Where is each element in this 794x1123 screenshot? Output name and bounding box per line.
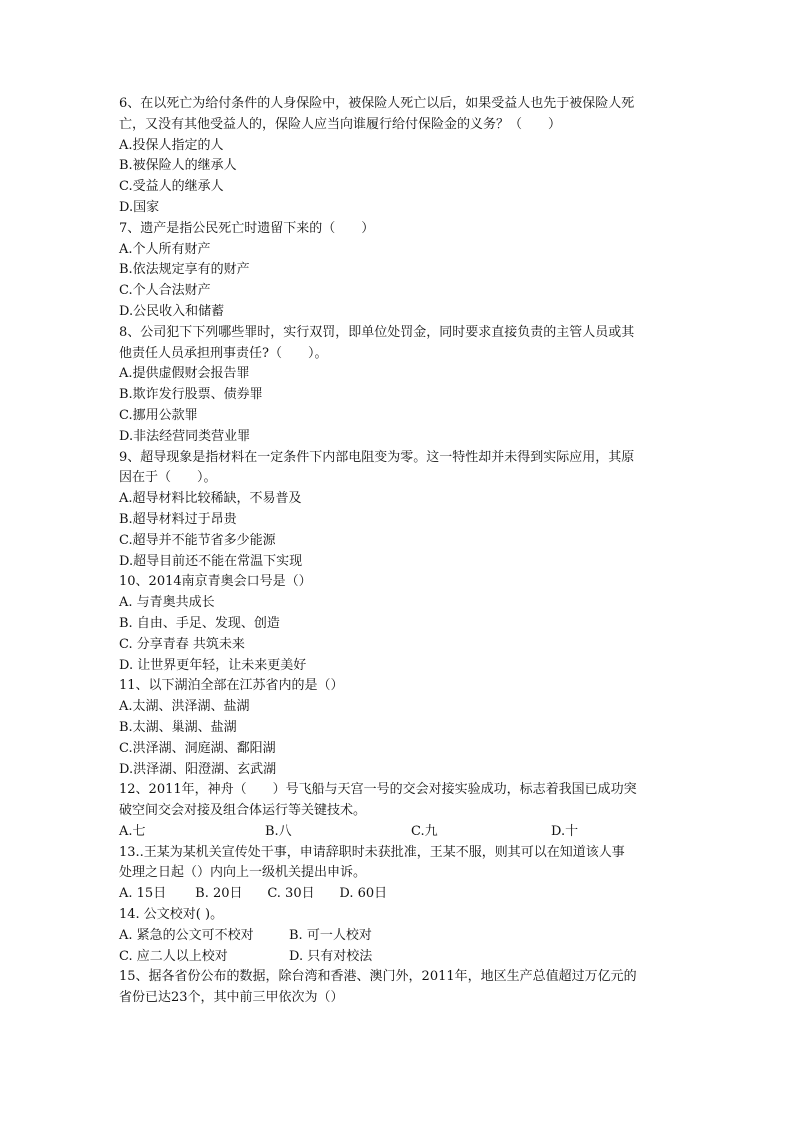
q10-option-b: B. 自由、手足、发现、创造 bbox=[119, 615, 280, 631]
q13-option-d: D. 60日 bbox=[339, 886, 388, 902]
q8-stem-line-1: 8、公司犯下下列哪些罪时，实行双罚，即单位处罚金，同时要求直接负责的主管人员或其 bbox=[119, 324, 635, 340]
q8-option-d: D.非法经营同类营业罪 bbox=[119, 428, 251, 444]
q12-options-row bbox=[119, 822, 679, 843]
q9-stem-line-2: 因在于（ ）。 bbox=[119, 470, 217, 486]
q7-option-b: B.依法规定享有的财产 bbox=[119, 262, 250, 278]
q12-stem-line-2: 破空间交会对接及组合体运行等关键技术。 bbox=[119, 803, 367, 819]
q12-option-a: A.七 bbox=[119, 823, 146, 839]
q11-option-c: C.洪泽湖、洞庭湖、鄱阳湖 bbox=[119, 740, 276, 756]
q9-option-b: B.超导材料过于昂贵 bbox=[119, 511, 237, 527]
q14-options-row-2 bbox=[119, 947, 679, 968]
q8-option-c: C.挪用公款罪 bbox=[119, 407, 198, 423]
q6-stem-line-2: 亡，又没有其他受益人的，保险人应当向谁履行给付保险金的义务？（ ） bbox=[119, 116, 562, 132]
q7-option-a: A.个人所有财产 bbox=[119, 241, 211, 257]
q9-stem-line-1: 9、超导现象是指材料在一定条件下内部电阻变为零。这一特性却并未得到实际应用，其原 bbox=[119, 449, 635, 465]
q11-option-a: A.太湖、洪泽湖、盐湖 bbox=[119, 699, 250, 715]
q14-option-d: D. 只有对校法 bbox=[289, 948, 373, 964]
q12-option-c: C.九 bbox=[411, 823, 438, 839]
q13-option-c: C. 30日 bbox=[267, 886, 315, 902]
q14-option-b: B. 可一人校对 bbox=[289, 927, 372, 943]
q6-stem-line-1: 6、在以死亡为给付条件的人身保险中，被保险人死亡以后，如果受益人也先于被保险人死 bbox=[119, 96, 635, 111]
q7-option-c: C.个人合法财产 bbox=[119, 283, 211, 299]
q6-option-b: B.被保险人的继承人 bbox=[119, 158, 237, 174]
q14-options-row-1 bbox=[119, 926, 679, 947]
q10-option-c: C. 分享青春 共筑未来 bbox=[119, 636, 245, 652]
q10-option-a: A. 与青奥共成长 bbox=[119, 595, 215, 611]
q14-option-a: A. 紧急的公文可不校对 bbox=[119, 927, 254, 943]
q9-option-a: A.超导材料比较稀缺，不易普及 bbox=[119, 491, 302, 507]
q14-stem: 14. 公文校对( )。 bbox=[119, 907, 224, 923]
q6-option-a: A.投保人指定的人 bbox=[119, 137, 224, 153]
q13-stem-line-2: 处理之日起（）内向上一级机关提出申诉。 bbox=[119, 865, 367, 881]
q11-option-b: B.太湖、巢湖、盐湖 bbox=[119, 719, 237, 735]
q7-stem: 7、遗产是指公民死亡时遗留下来的（ ） bbox=[119, 220, 375, 236]
q8-stem-line-2: 他责任人员承担刑事责任?（ ）。 bbox=[119, 345, 328, 361]
q12-option-d: D.十 bbox=[551, 823, 579, 839]
q12-stem-line-1: 12、2011年，神舟（ ）号飞船与天宫一号的交会对接实验成功，标志着我国已成功突 bbox=[119, 782, 637, 798]
q7-option-d: D.公民收入和储蓄 bbox=[119, 303, 225, 319]
q12-option-b: B.八 bbox=[265, 823, 292, 839]
q15-stem-line-1: 15、据各省份公布的数据，除台湾和香港、澳门外，2011年，地区生产总值超过万亿元的 bbox=[119, 969, 637, 985]
q13-stem-line-1: 13..王某为某机关宣传处干事，申请辞职时未获批准，王某不服，则其可以在知道该人事 bbox=[119, 844, 625, 860]
q11-option-d: D.洪泽湖、阳澄湖、玄武湖 bbox=[119, 761, 277, 777]
q14-option-c: C. 应二人以上校对 bbox=[119, 948, 228, 964]
q6-option-c: C.受益人的继承人 bbox=[119, 179, 224, 195]
q9-option-d: D.超导目前还不能在常温下实现 bbox=[119, 553, 303, 569]
q11-stem: 11、以下湖泊全部在江苏省内的是（） bbox=[119, 678, 344, 694]
q10-stem: 10、2014南京青奥会口号是（） bbox=[119, 574, 312, 590]
q15-stem-line-2: 省份已达23个，其中前三甲依次为（） bbox=[119, 990, 344, 1006]
q8-option-b: B.欺诈发行股票、债券罪 bbox=[119, 387, 263, 403]
q13-option-a: A. 15日 bbox=[119, 886, 167, 902]
q13-options-row bbox=[119, 884, 679, 905]
q8-option-a: A.提供虚假财会报告罪 bbox=[119, 366, 250, 382]
q6-option-d: D.国家 bbox=[119, 199, 160, 215]
q9-option-c: C.超导并不能节省多少能源 bbox=[119, 532, 276, 548]
q10-option-d: D. 让世界更年轻，让未来更美好 bbox=[119, 657, 307, 673]
q13-option-b: B. 20日 bbox=[195, 886, 243, 902]
question-content bbox=[119, 94, 679, 1009]
